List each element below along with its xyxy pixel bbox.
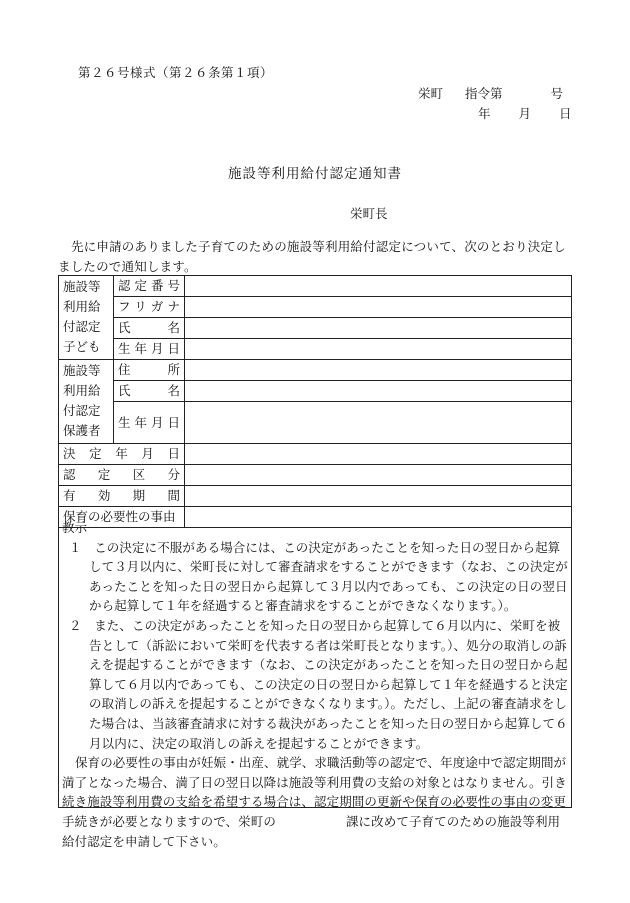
validity-period-label: 有効期間 — [59, 486, 185, 507]
child-group-line: 利用給 — [63, 299, 101, 314]
guardian-address-label: 住 所 — [114, 360, 185, 381]
guardian-birthdate-label: 生年月日 — [114, 402, 185, 444]
table-row — [59, 297, 572, 318]
decision-date-value — [185, 444, 572, 465]
table-row — [59, 318, 572, 339]
child-birthdate-label: 生年月日 — [114, 339, 185, 360]
child-group-label — [59, 276, 114, 360]
child-group-line: 施設等 — [63, 279, 101, 294]
guardian-address-value — [185, 360, 572, 381]
certification-number-value — [185, 276, 572, 297]
instruction-item-1: １ この決定に不服がある場合には、この決定があったことを知った日の翌日から起算して３月以内に、栄町長に対して審査請求をすることができます（なお、この決定があったことを知った日の翌日から起算して３月以内であっても、この決定の日の翌日から起算して１年を経過すると審査請求をすることができなくなります。）。 — [69, 539, 568, 614]
table-row — [59, 360, 572, 381]
guardian-name-label: 氏 名 — [114, 381, 185, 402]
child-group-line: 子ども — [63, 339, 101, 354]
renewal-notice — [62, 753, 568, 851]
renewal-notice-part1: 保育の必要性の事由が妊娠・出産、就学、求職活動等の認定で、年度途中で認定期間が満了となった場合、満了日の翌日以降は施設等利用費の支給の対象とはなりません。引き続き施設等利用費の支給を希望する場合は、認定期間の更新や保育の必要性の事由の変更手続きが必要となりますので、栄町の — [62, 755, 567, 829]
child-name-value — [185, 318, 572, 339]
document-number-line — [418, 84, 563, 102]
month-label: 月 — [518, 106, 532, 121]
table-row — [59, 276, 572, 297]
table-row — [59, 465, 572, 486]
instructions-section — [62, 518, 568, 851]
issue-date-line — [478, 104, 572, 122]
certification-table — [58, 275, 572, 528]
child-birthdate-value — [185, 339, 572, 360]
validity-period-value — [185, 486, 572, 507]
childcare-reason-label: 保育の必要性の事由 — [59, 507, 185, 528]
child-name-label: 氏 名 — [114, 318, 185, 339]
town-name: 栄町 — [418, 86, 444, 101]
document-title: 施設等利用給付認定通知書 — [228, 166, 402, 182]
table-row — [59, 339, 572, 360]
form-number: 第２６号様式（第２６条第１項） — [78, 65, 274, 80]
guardian-group-label — [59, 360, 114, 444]
intro-text: 先に申請のありました子育てのための施設等利用給付認定について、次のとおり決定しましたので通知します。 — [58, 239, 566, 274]
guardian-group-line: 施設等 — [63, 363, 101, 378]
table-row — [59, 486, 572, 507]
renewal-notice-part2: 課に改めて子育てのための施設等利用給付認定を申請して下さい。 — [62, 813, 561, 849]
guardian-group-line: 付認定 — [63, 403, 101, 418]
instructions-heading: 教示 — [62, 520, 88, 535]
decision-date-label: 決定年月日 — [59, 444, 185, 465]
guardian-name-value — [185, 381, 572, 402]
year-label: 年 — [478, 106, 491, 121]
day-label: 日 — [559, 106, 572, 121]
table-row — [59, 444, 572, 465]
number-label: 号 — [550, 86, 564, 101]
category-value — [185, 465, 572, 486]
category-label: 認定区分 — [59, 465, 185, 486]
child-group-line: 付認定 — [63, 319, 101, 334]
table-row — [59, 381, 572, 402]
instruction-item-2: ２ また、この決定があったことを知った日の翌日から起算して６月以内に、栄町を被告として（訴訟において栄町を代表する者は栄町長となります。）、処分の取消しの訴えを提起することができます（なお、この決定があったことを知った日の翌日から起算して６月以内であっても、この決定の日の翌日から起算して１年を経過すると決定の取消しの訴えを提起することができなくなります。）。ただし、上記の審査請求をした場合は、当該審査請求に対する裁決があったことを知った日の翌日から起算して６月以内に、決定の取消しの訴えを提起することができます。 — [69, 617, 568, 751]
directive-label: 指令第 — [465, 86, 503, 101]
issuer-name: 栄町長 — [350, 206, 388, 221]
guardian-group-line: 利用給 — [63, 383, 101, 398]
furigana-value — [185, 297, 572, 318]
furigana-label: フリガナ — [114, 297, 185, 318]
guardian-group-line: 保護者 — [63, 423, 101, 438]
guardian-birthdate-value — [185, 402, 572, 444]
certification-number-label: 認定番号 — [114, 276, 185, 297]
